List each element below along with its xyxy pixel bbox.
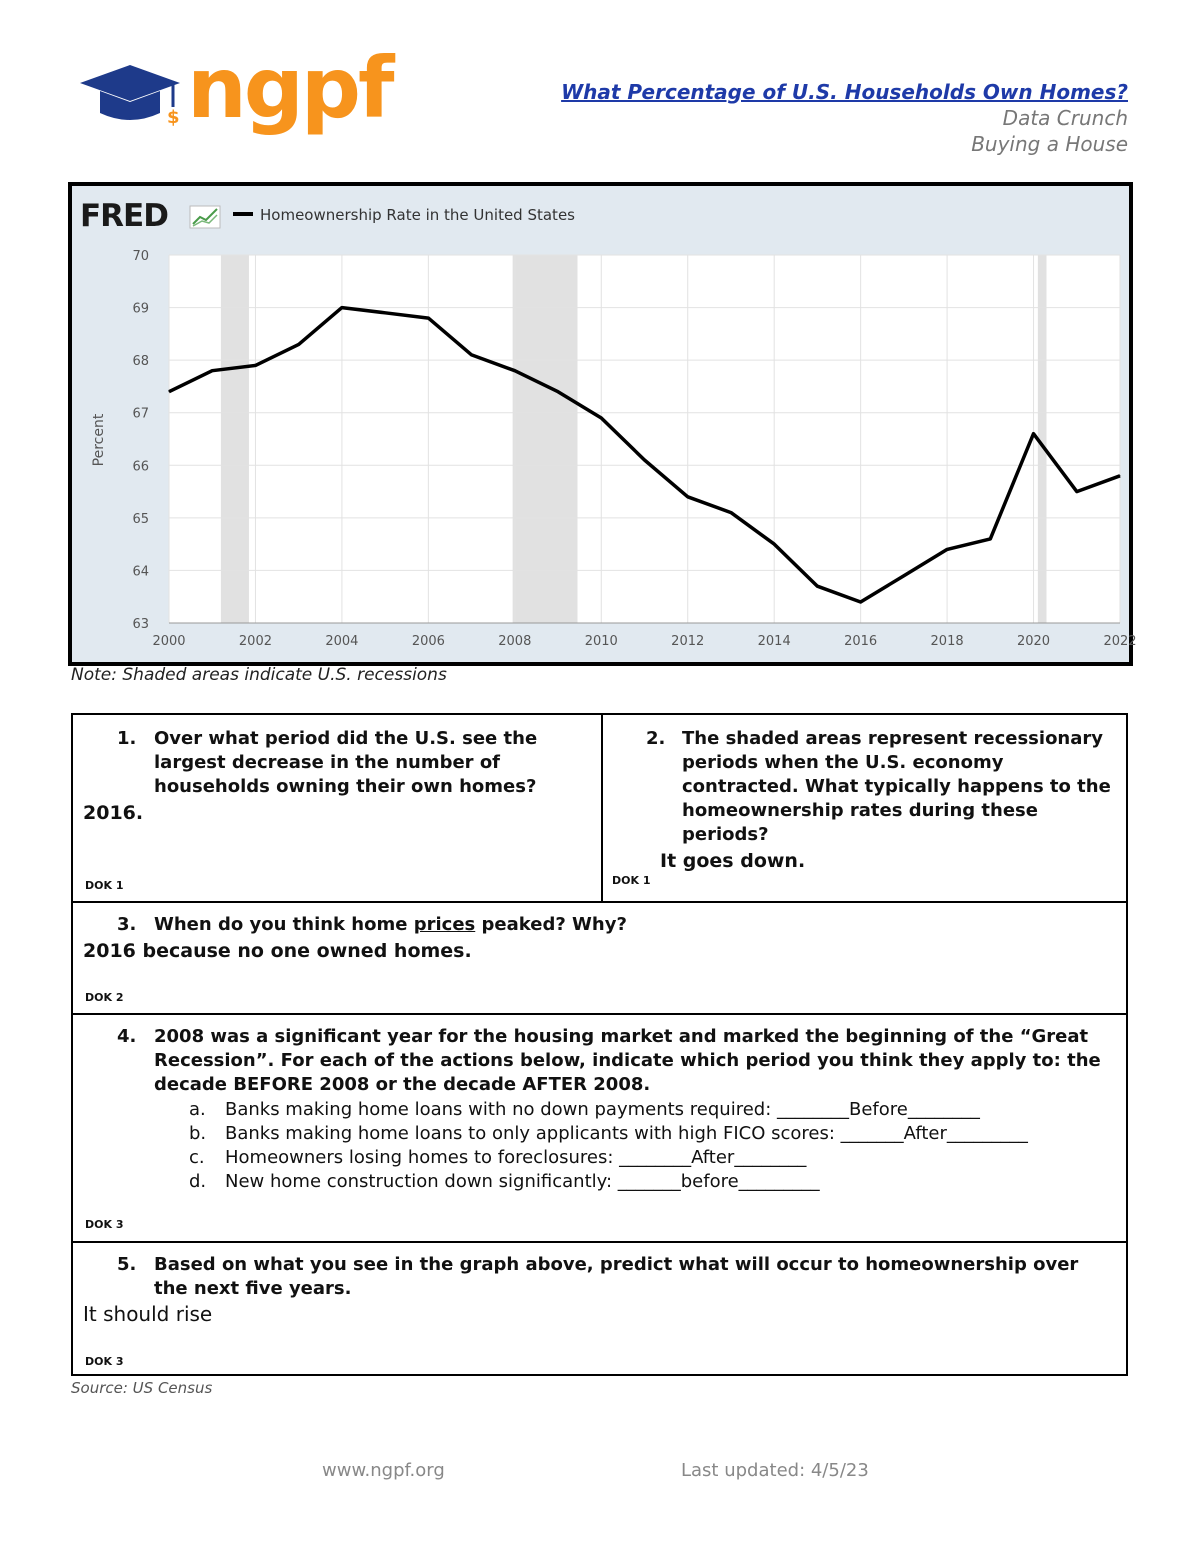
emphasized-word: prices [413, 914, 476, 935]
worksheet-category: Data Crunch [1002, 106, 1128, 130]
y-tick-label: 64 [132, 564, 149, 580]
answer-2[interactable]: It goes down. [660, 850, 806, 872]
y-tick-label: 65 [132, 511, 149, 527]
question-text: Based on what you see in the graph above, predict what will occur to homeownership over [154, 1254, 1079, 1275]
question-4 [73, 1015, 1128, 1241]
question-text: largest decrease in the number of [154, 752, 501, 773]
y-tick-label: 66 [132, 459, 149, 475]
item-text: New home construction down significantly: _______before_________ [225, 1171, 820, 1192]
sub-item-a[interactable] [189, 1098, 980, 1122]
question-number: 4. [117, 1026, 137, 1047]
question-text [154, 913, 627, 937]
data-point [817, 586, 818, 587]
question-5 [73, 1243, 1128, 1376]
question-text: The shaded areas represent recessionary [682, 728, 1104, 749]
item-text: Homeowners losing homes to foreclosures: ________After________ [225, 1147, 807, 1168]
y-tick-label: 70 [132, 249, 149, 264]
question-1 [73, 715, 601, 901]
sub-item-c[interactable] [189, 1146, 806, 1170]
data-point [1033, 433, 1034, 434]
data-point [341, 307, 342, 308]
data-point [169, 391, 170, 392]
item-text: Banks making home loans to only applicants with high FICO scores: _______After_________ [225, 1123, 1028, 1144]
data-point [298, 344, 299, 345]
data-point [947, 549, 948, 550]
dok-label: DOK 1 [85, 879, 124, 892]
question-number: 5. [117, 1254, 137, 1275]
data-point [1076, 491, 1077, 492]
question-text-part: When do you think home [154, 914, 414, 935]
question-number: 2. [646, 728, 666, 749]
y-tick-label: 63 [132, 617, 149, 632]
question-text: Recession”. For each of the actions below, indicate which period you think they apply to: the [154, 1050, 1101, 1071]
item-letter: a. [189, 1099, 206, 1120]
footer-website[interactable]: www.ngpf.org [322, 1460, 445, 1481]
question-text: decade BEFORE 2008 or the decade AFTER 2008. [154, 1074, 651, 1095]
question-text-part: peaked? Why? [475, 914, 627, 935]
data-point [471, 354, 472, 355]
x-tick-label: 2008 [498, 634, 532, 649]
data-point [903, 575, 904, 576]
x-tick-label: 2000 [152, 634, 186, 649]
question-3 [73, 903, 1128, 1013]
question-number: 1. [117, 728, 137, 749]
fred-brand: FRED [80, 198, 168, 234]
questions-table [71, 713, 1128, 1376]
data-point [990, 538, 991, 539]
data-point [558, 391, 559, 392]
question-2 [603, 715, 1128, 901]
x-tick-label: 2016 [844, 634, 878, 649]
item-text: Banks making home loans with no down payments required: ________Before________ [225, 1099, 980, 1120]
x-tick-label: 2004 [325, 634, 359, 649]
question-text: contracted. What typically happens to the [682, 776, 1111, 797]
worksheet-title[interactable]: What Percentage of U.S. Households Own Homes? [561, 80, 1128, 104]
answer-1[interactable]: 2016. [83, 802, 144, 824]
item-letter: d. [189, 1171, 207, 1192]
source-citation: Source: US Census [71, 1379, 213, 1397]
dok-label: DOK 2 [85, 991, 124, 1004]
answer-3[interactable]: 2016 because no one owned homes. [83, 940, 472, 962]
x-tick-label: 2012 [671, 634, 705, 649]
dok-label: DOK 3 [85, 1218, 124, 1231]
data-point [385, 312, 386, 313]
data-point [730, 512, 731, 513]
y-tick-label: 68 [132, 354, 149, 370]
y-tick-label: 67 [132, 406, 149, 422]
data-point [860, 601, 861, 602]
y-axis-label: Percent [91, 413, 107, 467]
x-tick-label: 2018 [930, 634, 964, 649]
legend-label: Homeownership Rate in the United States [260, 206, 575, 224]
data-point [687, 496, 688, 497]
x-tick-label: 2022 [1103, 634, 1137, 649]
data-point [774, 544, 775, 545]
recession-band [221, 255, 249, 623]
answer-5[interactable]: It should rise [83, 1302, 213, 1326]
x-tick-label: 2014 [757, 634, 791, 649]
recession-band [513, 255, 578, 623]
question-text: Over what period did the U.S. see the [154, 728, 538, 749]
sub-item-b[interactable] [189, 1122, 1028, 1146]
chart-note: Note: Shaded areas indicate U.S. recessions [71, 665, 447, 685]
plot-background [169, 255, 1120, 623]
item-letter: b. [189, 1123, 207, 1144]
worksheet-unit: Buying a House [971, 132, 1128, 156]
question-text: periods when the U.S. economy [682, 752, 1004, 773]
y-tick-label: 69 [132, 301, 149, 317]
data-point [601, 417, 602, 418]
graduation-cap-icon [80, 65, 180, 101]
question-text: the next five years. [154, 1278, 352, 1299]
question-text: 2008 was a significant year for the housing market and marked the beginning of the “Great [154, 1026, 1089, 1047]
question-text: periods? [682, 824, 769, 845]
data-point [514, 370, 515, 371]
footer-updated: Last updated: 4/5/23 [681, 1460, 869, 1481]
chart-svg [72, 186, 1137, 662]
fred-trend-icon [190, 206, 220, 228]
question-text: households owning their own homes? [154, 776, 537, 797]
data-point [644, 460, 645, 461]
dok-label: DOK 3 [85, 1355, 124, 1368]
dok-label: DOK 1 [612, 874, 651, 887]
data-point [212, 370, 213, 371]
fred-chart [68, 182, 1137, 666]
x-tick-label: 2010 [584, 634, 618, 649]
logo-wordmark: ngpf [187, 39, 392, 137]
data-point [255, 365, 256, 366]
sub-item-d[interactable] [189, 1170, 820, 1194]
item-letter: c. [189, 1147, 205, 1168]
question-text: homeownership rates during these [682, 800, 1038, 821]
question-number: 3. [117, 914, 137, 935]
data-point [1120, 475, 1121, 476]
svg-text:$: $ [167, 107, 180, 128]
x-tick-label: 2020 [1016, 634, 1051, 649]
x-tick-label: 2002 [238, 634, 273, 649]
data-point [428, 318, 429, 319]
x-tick-label: 2006 [411, 634, 445, 649]
